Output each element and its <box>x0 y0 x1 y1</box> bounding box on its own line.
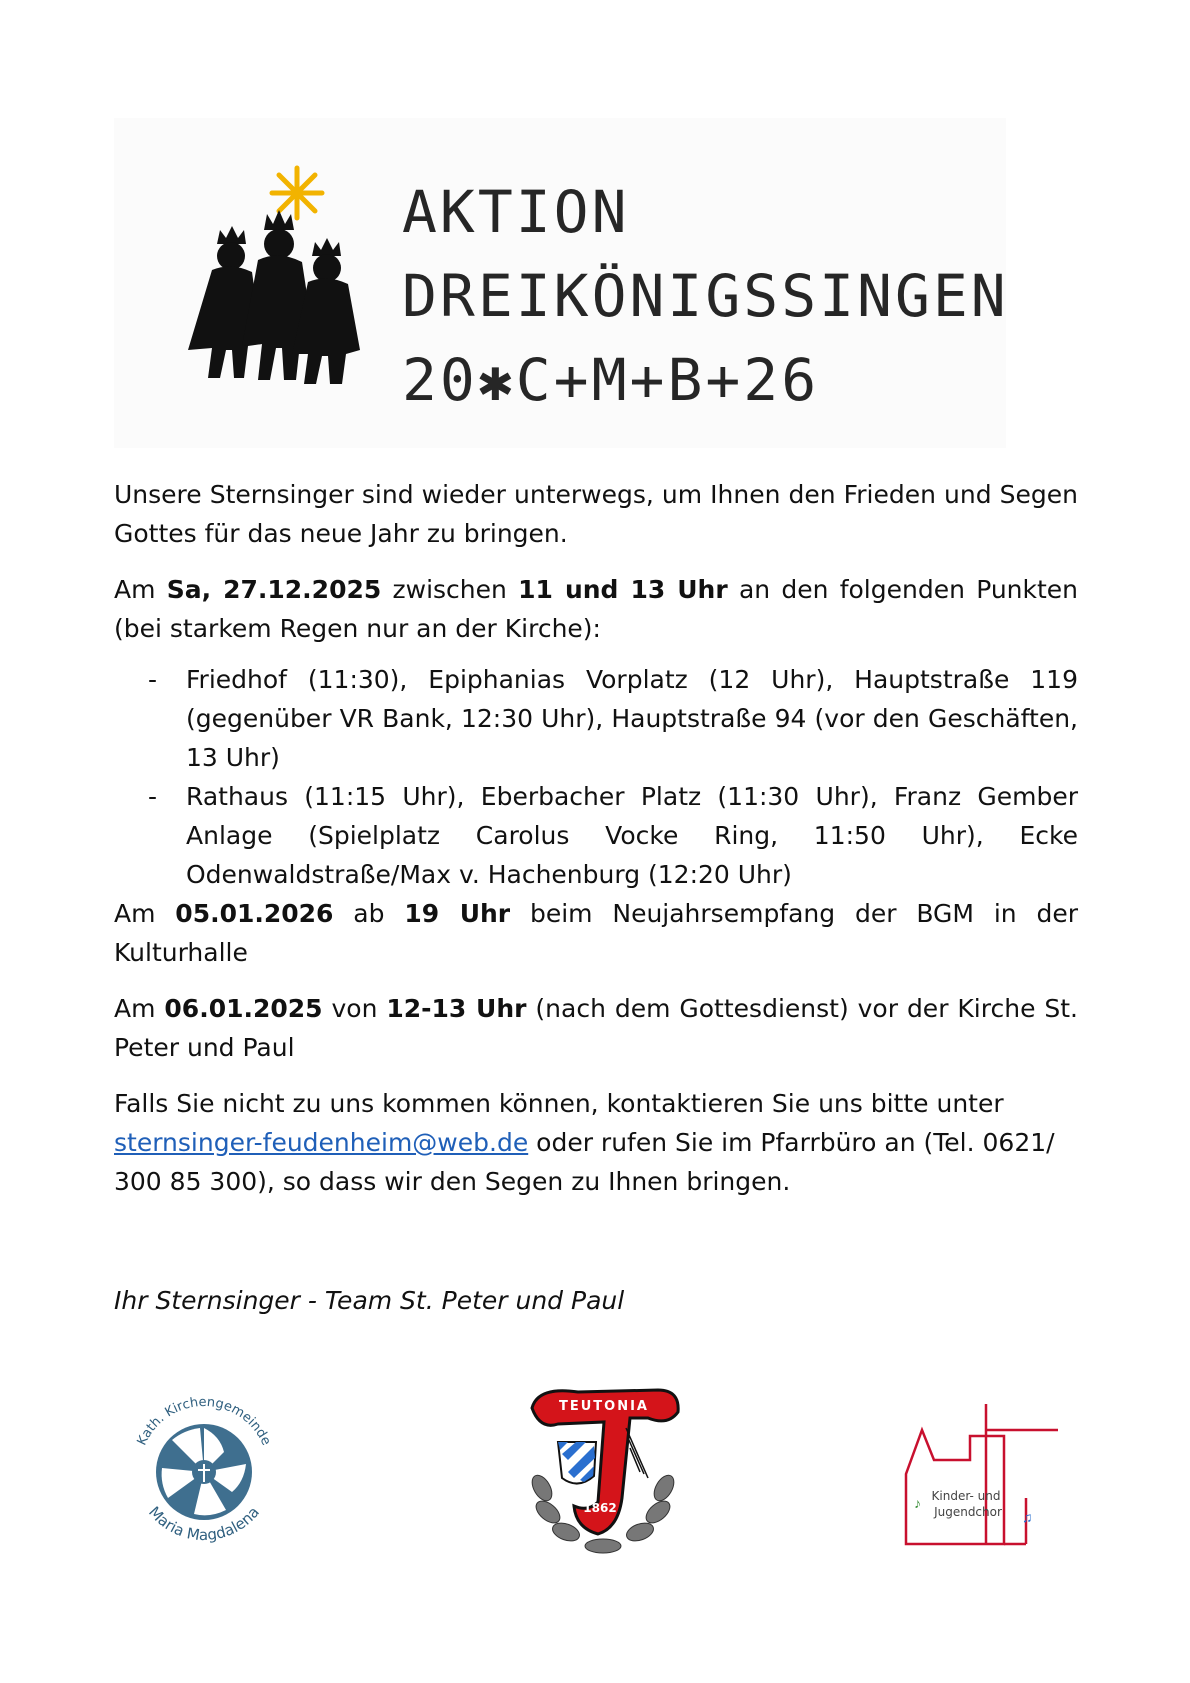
event-3-prefix: Am <box>114 994 165 1023</box>
svg-text:♪: ♪ <box>914 1495 921 1511</box>
event-1-date: Sa, 27.12.2025 <box>166 575 382 604</box>
banner-line-3 <box>402 338 1002 422</box>
logo-mid-banner-text: TEUTONIA <box>558 1399 650 1414</box>
email-link[interactable]: sternsinger-feudenheim@web.de <box>114 1128 529 1157</box>
signature: Ihr Sternsinger - Team St. Peter und Paul <box>114 1286 625 1315</box>
event-3-time: 12-13 Uhr <box>386 994 527 1023</box>
list-dash: - <box>148 782 158 811</box>
event-3-date: 06.01.2025 <box>164 994 323 1023</box>
event-1-mid: zwischen <box>381 575 519 604</box>
event-2-date: 05.01.2026 <box>175 899 334 928</box>
contact-paragraph <box>114 1084 1078 1201</box>
event-3-suffix: (nach dem Gottesdienst) vor der Kirche St. Peter und Paul <box>114 994 1079 1062</box>
list-item-text: Rathaus (11:15 Uhr), Eberbacher Platz (11:30 Uhr), Franz Gember Anlage (Spielplatz Carolus Vocke Ring, 11:50 Uhr), Ecke Odenwaldstraße/Max v. Hachenburg (12:20 Uhr) <box>186 782 1078 889</box>
list-item <box>114 777 1078 894</box>
event-1-time: 11 und 13 Uhr <box>518 575 728 604</box>
contact-before: Falls Sie nicht zu uns kommen können, kontaktieren Sie uns bitte unter <box>114 1089 1004 1118</box>
banner-cmb: C+M+B+26 <box>515 346 820 414</box>
asterisk-star-icon: ✱ <box>477 346 516 414</box>
flyer-body <box>114 475 1078 1201</box>
banner-line-1: AKTION <box>402 178 630 246</box>
event-3-paragraph <box>114 989 1078 1067</box>
banner-year-prefix: 20 <box>402 346 478 414</box>
teutonia-logo <box>518 1378 688 1558</box>
location-list <box>114 660 1078 894</box>
event-2-paragraph <box>114 894 1078 972</box>
list-item-text: Friedhof (11:30), Epiphanias Vorplatz (12 Uhr), Hauptstraße 119 (gegenüber VR Bank, 12:30 Uhr), Hauptstraße 94 (vor den Geschäften, 13 Uhr) <box>186 665 1078 772</box>
event-2-mid: ab <box>333 899 405 928</box>
three-kings-star-icon <box>182 164 372 394</box>
svg-text:♫: ♫ <box>1022 1509 1033 1525</box>
list-item <box>114 660 1078 777</box>
banner-title <box>402 170 1009 422</box>
logo-right-line-1: Kinder- und <box>931 1489 1001 1503</box>
logo-right-line-2: Jugendchor <box>934 1505 1002 1519</box>
kinderchor-logo <box>900 1390 1080 1550</box>
list-dash: - <box>148 665 158 694</box>
logo-mid-year: 1862 <box>583 1501 617 1515</box>
logo-left-top-text: Kath. Kirchengemeinde <box>134 1394 274 1448</box>
logo-left-bottom-text: Maria Magdalena <box>144 1502 263 1545</box>
event-1-prefix: Am <box>114 575 167 604</box>
maria-magdalena-logo <box>120 1386 288 1554</box>
contact-after: oder rufen Sie im Pfarrbüro an (Tel. 0621/ 300 85 300), so dass wir den Segen zu Ihnen bringen. <box>114 1128 1055 1196</box>
banner-line-2: DREIKÖNIGSSINGEN <box>402 262 1009 330</box>
event-1-suffix: an den folgenden Punkten (bei starkem Regen nur an der Kirche): <box>114 575 1079 643</box>
event-2-prefix: Am <box>114 899 176 928</box>
intro-paragraph: Unsere Sternsinger sind wieder unterwegs, um Ihnen den Frieden und Segen Gottes für das neue Jahr zu bringen. <box>114 480 1078 548</box>
event-1-paragraph <box>114 570 1078 648</box>
event-2-suffix: beim Neujahrsempfang der BGM in der Kulturhalle <box>114 899 1078 967</box>
header-banner <box>114 118 1009 448</box>
event-2-time: 19 Uhr <box>404 899 511 928</box>
event-3-mid: von <box>322 994 387 1023</box>
